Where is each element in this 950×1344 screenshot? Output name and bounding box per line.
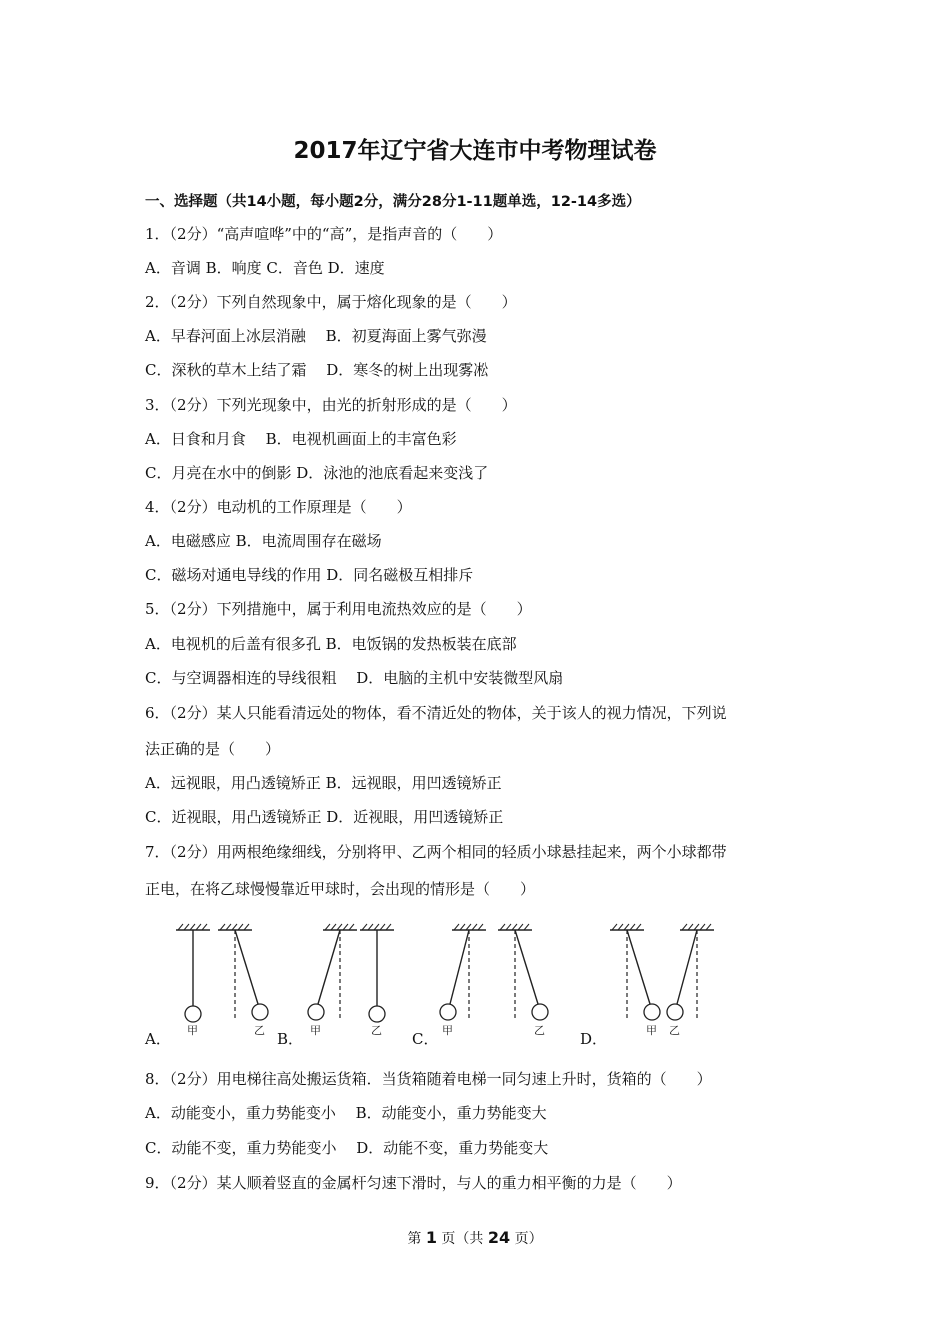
question-4-options-cd: C．磁场对通电导线的作用 D．同名磁极互相排斥 xyxy=(145,566,474,584)
question-8-options-cd: C．动能不变，重力势能变小 D．动能不变，重力势能变大 xyxy=(145,1139,549,1157)
question-5-options-ab: A．电视机的后盖有很多孔 B．电饭锅的发热板装在底部 xyxy=(145,635,517,653)
question-8-options-ab: A．动能变小，重力势能变小 B．动能变小，重力势能变大 xyxy=(145,1104,547,1122)
ball-label-yi-d: 乙 xyxy=(669,1024,680,1037)
ball-label-jia-a: 甲 xyxy=(187,1024,198,1037)
ball-label-jia-d: 甲 xyxy=(646,1024,657,1037)
section-heading: 一、选择题（共14小题，每小题2分，满分28分1-11题单选，12-14多选） xyxy=(145,194,641,210)
option-d-label: D． xyxy=(580,1030,608,1048)
question-9: 9．（2分）某人顺着竖直的金属杆匀速下滑时，与人的重力相平衡的力是（ ） xyxy=(145,1174,682,1192)
option-d-diagram xyxy=(610,924,714,1020)
footer-prefix: 第 xyxy=(407,1231,426,1247)
ball-label-jia-b: 甲 xyxy=(310,1024,321,1037)
option-a-diagram xyxy=(176,924,268,1022)
question-1-options: A．音调 B．响度 C．音色 D．速度 xyxy=(145,259,385,277)
option-c-label: C． xyxy=(412,1030,439,1048)
question-2-options-ab: A．早春河面上冰层消融 B．初夏海面上雾气弥漫 xyxy=(145,327,487,345)
question-6-options-cd: C．近视眼，用凸透镜矫正 D．近视眼，用凹透镜矫正 xyxy=(145,808,504,826)
footer-middle: 页（共 xyxy=(436,1231,488,1247)
question-6-line-2: 法正确的是（ ） xyxy=(145,740,281,758)
question-5: 5．（2分）下列措施中，属于利用电流热效应的是（ ） xyxy=(145,600,532,618)
option-b-diagram xyxy=(308,924,394,1022)
question-2-options-cd: C．深秋的草木上结了霜 D．寒冬的树上出现雾凇 xyxy=(145,361,489,379)
question-4: 4．（2分）电动机的工作原理是（ ） xyxy=(145,498,412,516)
question-4-options-ab: A．电磁感应 B．电流周围存在磁场 xyxy=(145,532,382,550)
ball-label-yi-c: 乙 xyxy=(534,1024,545,1037)
page-footer xyxy=(0,1228,950,1248)
question-8: 8．（2分）用电梯往高处搬运货箱．当货箱随着电梯一同匀速上升时，货箱的（ ） xyxy=(145,1070,712,1088)
option-a-label: A． xyxy=(145,1030,171,1048)
ball-label-yi-a: 乙 xyxy=(254,1024,265,1037)
question-3: 3．（2分）下列光现象中，由光的折射形成的是（ ） xyxy=(145,396,517,414)
question-7-line-2: 正电，在将乙球慢慢靠近甲球时，会出现的情形是（ ） xyxy=(145,880,536,898)
footer-total-pages: 24 xyxy=(487,1228,511,1247)
question-6-options-ab: A．远视眼，用凸透镜矫正 B．远视眼，用凹透镜矫正 xyxy=(145,774,502,792)
ball-label-yi-b: 乙 xyxy=(371,1024,382,1037)
option-c-diagram xyxy=(440,924,548,1020)
question-7-line-1: 7．（2分）用两根绝缘细线，分别将甲、乙两个相同的轻质小球悬挂起来，两个小球都带 xyxy=(145,843,727,861)
question-2: 2．（2分）下列自然现象中，属于熔化现象的是（ ） xyxy=(145,293,517,311)
question-3-options-ab: A．日食和月食 B．电视机画面上的丰富色彩 xyxy=(145,430,457,448)
question-1: 1．（2分）“高声喧哗”中的“高”，是指声音的（ ） xyxy=(145,225,503,243)
footer-suffix: 页） xyxy=(510,1231,543,1247)
question-5-options-cd: C．与空调器相连的导线很粗 D．电脑的主机中安装微型风扇 xyxy=(145,669,564,687)
ball-label-jia-c: 甲 xyxy=(442,1024,453,1037)
option-b-label: B． xyxy=(277,1030,304,1048)
question-3-options-cd: C．月亮在水中的倒影 D．泳池的池底看起来变浅了 xyxy=(145,464,489,482)
pendulum-diagrams xyxy=(140,918,820,1048)
question-7-figure xyxy=(140,918,820,1048)
footer-page-number: 1 xyxy=(425,1228,437,1247)
page-title: 2017年辽宁省大连市中考物理试卷 xyxy=(293,138,657,164)
question-6-line-1: 6．（2分）某人只能看清远处的物体，看不清近处的物体，关于该人的视力情况，下列说 xyxy=(145,704,727,722)
